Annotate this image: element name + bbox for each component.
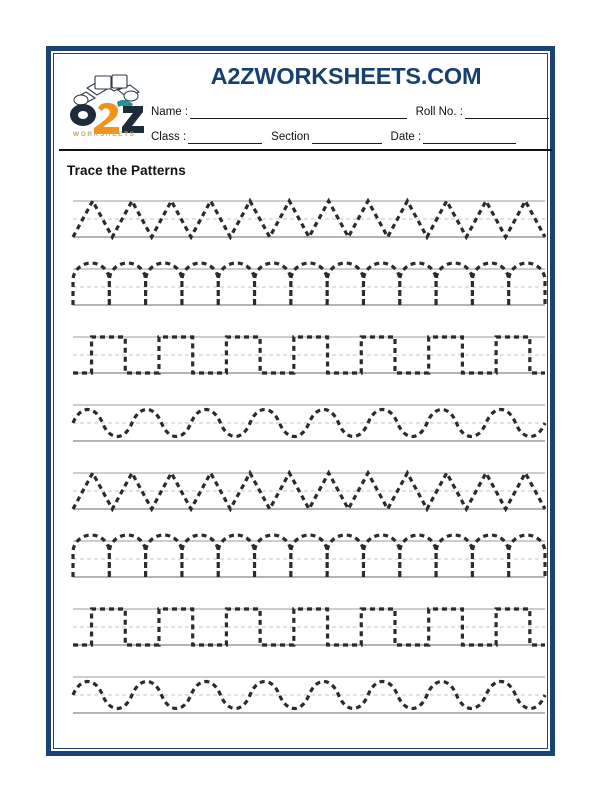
pattern-row-zigzag[interactable]	[59, 461, 552, 529]
sheet-body	[59, 59, 552, 753]
worksheet-header	[59, 59, 552, 151]
pattern-row-rounded-wave[interactable]	[59, 393, 552, 461]
section-field-label: Section	[271, 131, 310, 143]
roll-no-field-input[interactable]	[465, 105, 549, 119]
form-row-class-section-date	[151, 122, 549, 144]
pattern-row-square-wave[interactable]	[59, 597, 552, 665]
pattern-row-zigzag[interactable]	[59, 189, 552, 257]
pattern-row-arches[interactable]	[59, 529, 552, 597]
sheet-border-frame	[46, 46, 555, 756]
section-field-input[interactable]	[312, 130, 382, 144]
pattern-row-arches[interactable]	[59, 257, 552, 325]
roll-no-field-label: Roll No. :	[415, 106, 463, 118]
form-row-name-roll	[151, 97, 549, 119]
svg-text:WORKSHEETS: WORKSHEETS	[73, 131, 136, 138]
class-field-input[interactable]	[188, 130, 262, 144]
a2z-worksheets-logo[interactable]	[65, 68, 149, 140]
pattern-row-square-wave[interactable]	[59, 325, 552, 393]
student-info-form	[151, 97, 549, 149]
pattern-rows-container	[59, 189, 552, 733]
date-field-label: Date :	[390, 131, 422, 143]
date-field-input[interactable]	[423, 130, 516, 144]
name-field-label: Name :	[151, 106, 189, 118]
brand-title: A2ZWORKSHEETS.COM	[210, 63, 482, 89]
worksheet-instruction-heading: Trace the Patterns	[67, 163, 186, 178]
name-field-input[interactable]	[190, 105, 407, 119]
class-field-label: Class :	[151, 131, 187, 143]
pattern-row-rounded-wave[interactable]	[59, 665, 552, 733]
